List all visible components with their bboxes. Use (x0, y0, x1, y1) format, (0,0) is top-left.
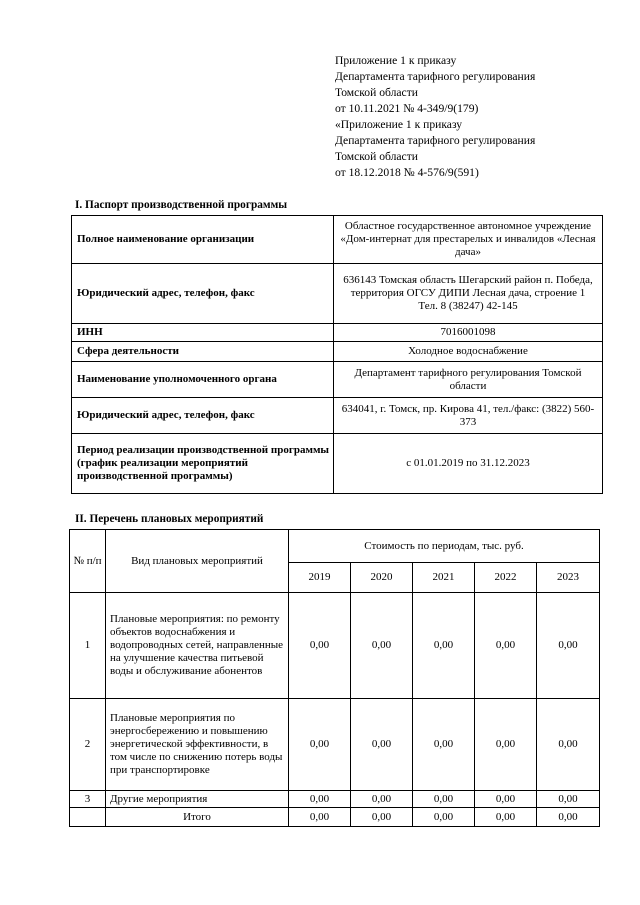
total-cell: 0,00 (351, 808, 413, 827)
passport-value: 634041, г. Томск, пр. Кирова 41, тел./факс: (3822) 560-373 (334, 398, 603, 434)
cost-header: Стоимость по периодам, тыс. руб. (289, 530, 600, 563)
table-row (70, 791, 600, 808)
passport-label: Юридический адрес, телефон, факс (72, 264, 334, 324)
passport-table (71, 215, 603, 494)
row-num: 3 (70, 791, 106, 808)
cost-cell: 0,00 (537, 791, 600, 808)
cost-cell: 0,00 (475, 791, 537, 808)
table-row (72, 362, 603, 398)
total-row (70, 808, 600, 827)
cost-cell: 0,00 (351, 791, 413, 808)
kind-header: Вид плановых мероприятий (106, 530, 289, 593)
appendix-line: от 10.11.2021 № 4-349/9(179) (335, 102, 479, 115)
year-header: 2020 (351, 563, 413, 593)
passport-value: с 01.01.2019 по 31.12.2023 (334, 434, 603, 494)
cost-cell: 0,00 (475, 593, 537, 699)
cost-cell: 0,00 (289, 699, 351, 791)
appendix-line: Томской области (335, 150, 418, 163)
cost-cell: 0,00 (413, 699, 475, 791)
total-cell: 0,00 (537, 808, 600, 827)
table-row (70, 593, 600, 699)
passport-label: Период реализации производственной программы (график реализации мероприятий производственной программы) (72, 434, 334, 494)
year-header: 2023 (537, 563, 600, 593)
table-row (72, 264, 603, 324)
cost-cell: 0,00 (289, 593, 351, 699)
year-header: 2022 (475, 563, 537, 593)
passport-value: Департамент тарифного регулирования Томской области (334, 362, 603, 398)
plan-table (69, 529, 600, 827)
num-header: № п/п (70, 530, 106, 593)
row-num: 2 (70, 699, 106, 791)
table-row (72, 398, 603, 434)
table-header-row (70, 530, 600, 563)
appendix-line: Приложение 1 к приказу (335, 54, 457, 67)
passport-value: 7016001098 (334, 324, 603, 342)
total-cell: 0,00 (289, 808, 351, 827)
passport-label: Наименование уполномоченного органа (72, 362, 334, 398)
cost-cell: 0,00 (351, 593, 413, 699)
year-header: 2019 (289, 563, 351, 593)
section-1-title: I. Паспорт производственной программы (75, 199, 288, 211)
activity-name: Другие мероприятия (106, 791, 289, 808)
appendix-header (335, 53, 535, 181)
appendix-line: от 18.12.2018 № 4-576/9(591) (335, 166, 479, 179)
activity-name: Плановые мероприятия по энергосбережению и повышению энергетической эффективности, в том числе по снижению потерь воды при транспортировке (106, 699, 289, 791)
total-cell: 0,00 (475, 808, 537, 827)
table-row (70, 699, 600, 791)
cost-cell: 0,00 (413, 791, 475, 808)
table-row (72, 216, 603, 264)
activity-name: Плановые мероприятия: по ремонту объектов водоснабжения и водопроводных сетей, направленные на улучшение качества питьевой воды и обслуживание абонентов (106, 593, 289, 699)
passport-label: ИНН (72, 324, 334, 342)
appendix-line: Департамента тарифного регулирования (335, 70, 536, 83)
cost-cell: 0,00 (413, 593, 475, 699)
cost-cell: 0,00 (289, 791, 351, 808)
total-label: Итого (106, 808, 289, 827)
row-num: 1 (70, 593, 106, 699)
passport-label: Сфера деятельности (72, 342, 334, 362)
cost-cell: 0,00 (537, 593, 600, 699)
appendix-line: Департамента тарифного регулирования (335, 134, 536, 147)
passport-label: Юридический адрес, телефон, факс (72, 398, 334, 434)
table-row (72, 324, 603, 342)
passport-label: Полное наименование организации (72, 216, 334, 264)
phone-line: Тел. 8 (38247) 42-145 (418, 300, 518, 312)
table-row (72, 434, 603, 494)
appendix-line: Томской области (335, 86, 418, 99)
total-num-cell (70, 808, 106, 827)
passport-value: Холодное водоснабжение (334, 342, 603, 362)
total-cell: 0,00 (413, 808, 475, 827)
cost-cell: 0,00 (537, 699, 600, 791)
passport-value: Областное государственное автономное учреждение «Дом-интернат для престарелых и инвалидов «Лесная дача» (334, 216, 603, 264)
table-row (72, 342, 603, 362)
section-2-title: II. Перечень плановых мероприятий (75, 513, 264, 525)
address-line: 636143 Томская область Шегарский район п. Победа, территория ОГСУ ДИПИ Лесная дача, строение 1 (343, 274, 593, 299)
passport-value (334, 264, 603, 324)
appendix-line: «Приложение 1 к приказу (335, 118, 463, 131)
year-header: 2021 (413, 563, 475, 593)
cost-cell: 0,00 (351, 699, 413, 791)
cost-cell: 0,00 (475, 699, 537, 791)
